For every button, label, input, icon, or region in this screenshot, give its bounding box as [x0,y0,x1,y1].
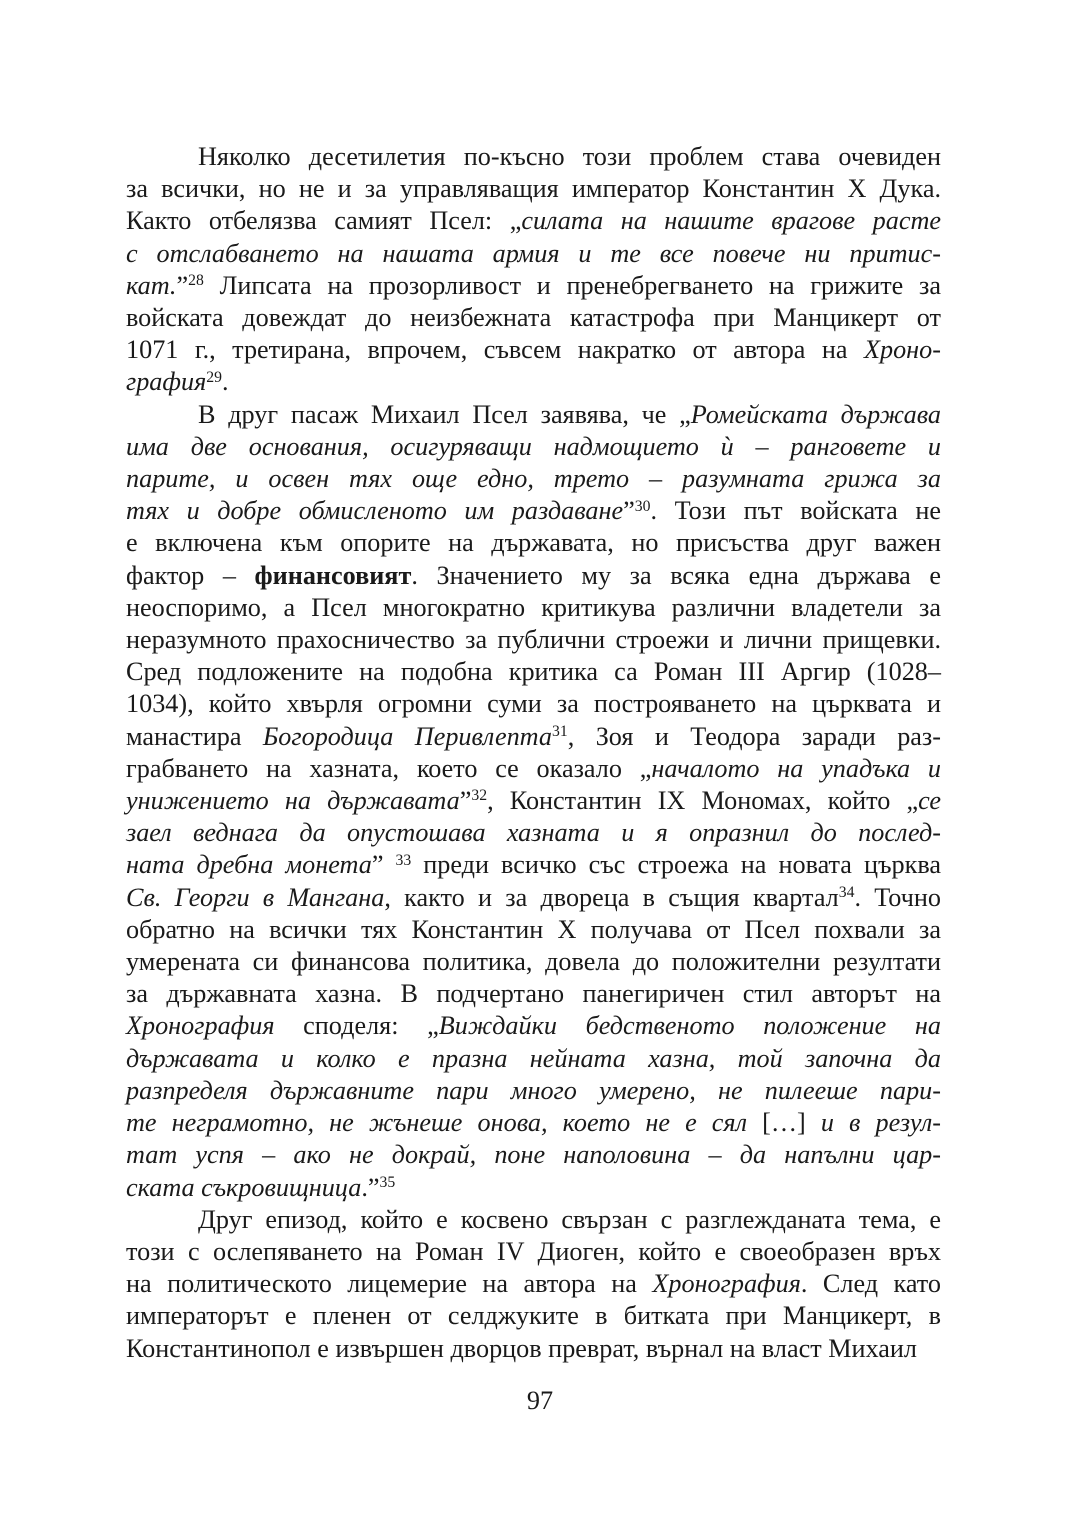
italic-text: ната дребна монета [126,850,372,880]
text-run: . Значението му за всяка една държава е [411,560,941,590]
text-run: императорът е пленен от селджуките в битката при Манцикерт, в [126,1301,941,1331]
text-run: Сред подложените на подобна критика са Роман III Аргир (1028– [126,657,941,687]
text-line [126,817,941,849]
italic-text: Хронография [126,1011,275,1041]
text-run: обратно на всички тях Константин Х получава от Псел похвали за [126,914,941,944]
text-run: за държавната хазна. В подчертано панегиричен стил авторът на [126,979,941,1009]
text-run: фактор – [126,560,255,590]
italic-text: и в резул- [805,1108,941,1138]
text-line [126,914,941,946]
text-run: . След като [800,1269,941,1299]
text-line [126,560,941,592]
bold-text: финансовият [254,560,412,590]
text-line [126,624,941,656]
text-run: грабването на хазната, което се оказало „ [126,753,652,783]
text-run: Константинопол е извършен дворцов преврат, върнал на власт Михаил [126,1333,917,1363]
italic-text: Богородица Перивлепта [262,721,553,751]
text-line [126,656,941,688]
text-run: 1034), който хвърля огромни суми за построяването на църквата и [126,689,941,719]
text-run: Няколко десетилетия по-късно този проблем става очевиден [198,142,941,171]
text-line [126,1172,941,1204]
italic-text: Виждайки бедственото положение на [438,1011,941,1041]
paragraph [126,1204,941,1365]
text-line [126,173,941,205]
text-line [126,399,941,431]
text-run: споделя: „ [274,1011,439,1041]
italic-text: Св. Георги в Мангана [126,882,385,912]
text-run: , както и за двореца в същия квартал [384,882,839,912]
text-line [126,785,941,817]
text-run: неразумното прахосничество за публични строежи и лични прищевки. [126,625,941,655]
footnote-ref: 28 [188,272,204,290]
text-run: 1071 г., третирана, впрочем, съвсем накратко от автора на [126,335,864,365]
text-line [126,882,941,914]
text-line [126,592,941,624]
text-run: ” [371,850,396,880]
italic-text: тат успя – ако не докрай, поне наполовина – да напълни цар- [126,1140,941,1170]
text-line [126,527,941,559]
text-run: манастира [126,721,263,751]
text-line [126,1333,941,1365]
text-line [126,141,941,173]
text-run: , Константин IX Мономах, който „ [487,786,919,816]
italic-text: Хроно- [864,335,941,365]
text-line [126,849,941,881]
text-line [126,1204,941,1236]
text-run: неоспоримо, а Псел многократно критикува различни владетели за [126,592,941,622]
text-run: Както отбелязва самият Псел: „ [126,206,522,236]
footnote-ref: 29 [206,368,222,386]
text-run: войската довеждат до неизбежната катастрофа при Манцикерт от [126,303,941,333]
text-run: ” [176,270,189,300]
italic-text: тях и добре обмисленото им раздаване [126,496,624,526]
text-line [126,238,941,270]
text-line [126,978,941,1010]
text-line [126,463,941,495]
text-line [126,1043,941,1075]
text-run: ” [623,496,635,526]
text-run: . Точно [854,882,941,912]
text-run: ” [459,786,472,816]
page-number: 97 [526,1386,554,1415]
italic-text: те неграмотно, не жънеше онова, което не е сял [126,1108,763,1138]
text-line [126,205,941,237]
text-line [126,1075,941,1107]
text-run: преди всичко със строежа на новата църква [411,850,941,880]
italic-text: кат. [126,270,177,300]
italic-text: държавата и колко е празна нейната хазна, той започна да [126,1043,941,1073]
text-run: . [221,367,229,397]
italic-text: началото на упадъка и [651,753,941,783]
text-line [126,1236,941,1268]
footnote-ref: 32 [471,787,488,805]
text-run: .” [361,1172,380,1202]
footnote-ref: 33 [395,851,412,869]
text-run: […] [762,1108,806,1138]
text-line [126,366,941,398]
paragraph [126,141,941,399]
text-line [126,302,941,334]
body-text [126,141,941,1365]
text-line [126,688,941,720]
italic-text: парите, и освен тях още едно, трето – разумната грижа за [126,464,941,494]
footnote-ref: 30 [634,497,651,515]
footnote-ref: 34 [838,884,855,902]
text-line [126,753,941,785]
text-line [126,1107,941,1139]
footnote-ref: 35 [379,1173,396,1191]
italic-text: силата на нашите врагове расте [521,206,941,236]
text-line [126,1268,941,1300]
italic-text: графия [126,367,207,397]
text-run: Липсата на прозорливост и пренебрегването на грижите за [203,270,941,300]
italic-text: Хронография [652,1269,801,1299]
text-run: Друг епизод, който е косвено свързан с разглежданата тема, е [198,1204,941,1234]
text-line [126,946,941,978]
italic-text: Ромейската държава [690,399,941,429]
text-run: този с ослепяването на Роман IV Диоген, който е своеобразен връх [126,1236,941,1266]
text-line [126,1010,941,1042]
italic-text: унижението на държавата [126,786,460,816]
italic-text: заел веднага да опустошава хазната и я опразнил до послед- [126,818,941,848]
text-run: . Този път войската не [650,496,941,526]
text-line [126,431,941,463]
italic-text: с отслабването на нашата армия и те все повече ни притис- [126,238,941,268]
text-line [126,721,941,753]
text-line [126,270,941,302]
italic-text: се [918,786,941,816]
italic-text: има две основания, осигуряващи надмощието ѝ – ранговете и [126,431,941,461]
text-run: умерената си финансова политика, довела до положителни резултати [126,947,941,977]
text-run: за всички, но не и за управляващия император Константин Х Дука. [126,174,941,204]
italic-text: ската съкровищница [126,1172,362,1202]
text-line [126,1139,941,1171]
text-line [126,495,941,527]
text-line [126,1300,941,1332]
text-line [126,334,941,366]
text-run: , Зоя и Теодора заради раз- [567,721,941,751]
paragraph [126,399,941,1204]
text-run: на политическото лицемерие на автора на [126,1269,653,1299]
text-run: е включена към опорите на държавата, но присъства друг важен [126,528,941,558]
text-run: В друг пасаж Михаил Псел заявява, че „ [198,399,691,429]
italic-text: разпределя държавните пари много умерено, не пилееше пари- [126,1075,941,1105]
footnote-ref: 31 [552,723,568,741]
